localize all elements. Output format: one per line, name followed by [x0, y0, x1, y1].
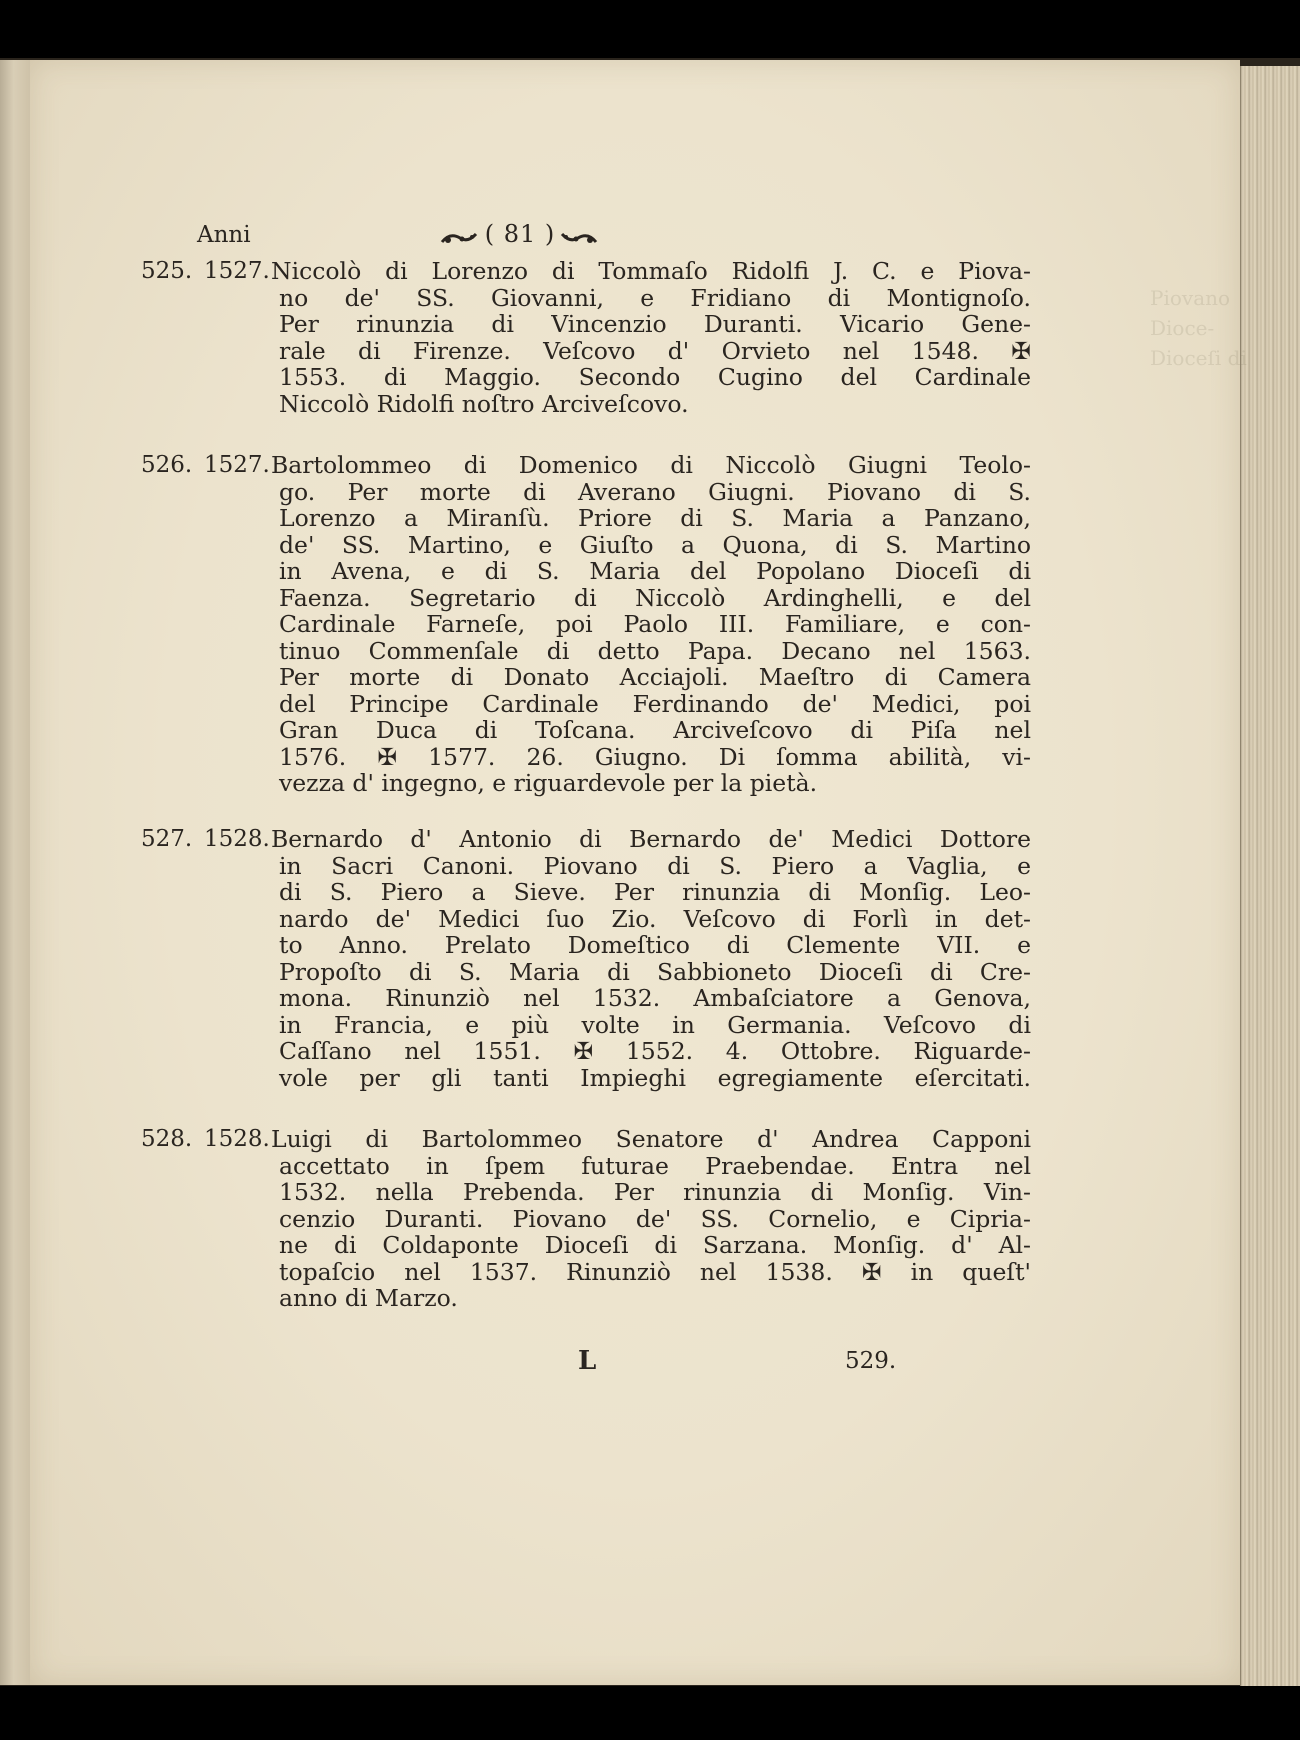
- text-line: di S. Piero a Sieve. Per rinunzia di Monſig. Leo-: [279, 878, 1031, 906]
- text-line: de' SS. Martino, e Giuſto a Quona, di S. Martino: [279, 530, 1031, 559]
- text-line: topaſcio nel 1537. Rinunziò nel 1538. ✠ in queſt': [279, 1257, 1031, 1286]
- entry-text: [271, 257, 1031, 418]
- signature-mark: L: [578, 1346, 597, 1376]
- text-line: Bartolommeo di Domenico di Niccolò Giugni Teolo-: [271, 451, 1031, 479]
- entry-text: [271, 825, 1031, 1092]
- text-line: accettato in ſpem futurae Praebendae. Entra nel: [279, 1151, 1031, 1180]
- text-line: Caſſano nel 1551. ✠ 1552. 4. Ottobre. Riguarde-: [279, 1037, 1031, 1065]
- text-line: ne di Coldaponte Dioceſi di Sarzana. Monſig. d' Al-: [279, 1231, 1031, 1259]
- page-header: [440, 220, 600, 256]
- text-line: vole per gli tanti Impieghi egregiamente eſercitati.: [279, 1063, 1031, 1092]
- text-line: mona. Rinunziò nel 1532. Ambaſciatore a Genova,: [279, 984, 1031, 1012]
- show-through-text: Dioceſi di: [1150, 346, 1247, 370]
- page-number: ( 81 ): [484, 220, 556, 248]
- text-line: 1532. nella Prebenda. Per rinunzia di Monſig. Vin-: [279, 1178, 1031, 1206]
- text-line: Per rinunzia di Vincenzio Duranti. Vicario Gene-: [279, 310, 1031, 338]
- text-line: Bernardo d' Antonio di Bernardo de' Medici Dottore: [271, 825, 1031, 853]
- text-line: Gran Duca di Toſcana. Arciveſcovo di Piſa nel: [279, 716, 1031, 744]
- text-line: to Anno. Prelato Domeſtico di Clemente VII. e: [279, 931, 1031, 959]
- text-line: Lorenzo a Miranſù. Priore di S. Maria a Panzano,: [279, 504, 1031, 532]
- ornament-left-icon: [440, 228, 480, 248]
- text-line: del Principe Cardinale Ferdinando de' Medici, poi: [279, 689, 1031, 718]
- entry-label: [141, 452, 270, 478]
- text-line: Propoſto di S. Maria di Sabbioneto Dioceſi di Cre-: [279, 957, 1031, 986]
- entry-year: 1527.: [204, 258, 270, 284]
- entry-year: 1528.: [204, 1126, 270, 1152]
- entry-number: 525.: [141, 258, 193, 284]
- catchword: 529.: [845, 1348, 897, 1374]
- text-line: in Francia, e più volte in Germania. Veſcovo di: [279, 1010, 1031, 1039]
- text-line: in Sacri Canoni. Piovano di S. Piero a Vaglia, e: [279, 851, 1031, 880]
- entry-year: 1527.: [204, 452, 270, 478]
- text-line: 1553. di Maggio. Secondo Cugino del Cardinale: [279, 363, 1031, 391]
- entry-year: 1528.: [204, 826, 270, 852]
- text-line: nardo de' Medici ſuo Zio. Veſcovo di Forlì in det-: [279, 904, 1031, 933]
- entry-text: [271, 451, 1031, 797]
- background-strip: [0, 1686, 1300, 1740]
- text-line: cenzio Duranti. Piovano de' SS. Cornelio, e Cipria-: [279, 1204, 1031, 1233]
- entry-number: 527.: [141, 826, 193, 852]
- text-line: rale di Firenze. Veſcovo d' Orvieto nel 1548. ✠: [279, 336, 1031, 365]
- running-head: Anni: [197, 222, 251, 248]
- text-line: Luigi di Bartolommeo Senatore d' Andrea Capponi: [271, 1125, 1031, 1153]
- show-through-text: Piovano: [1150, 286, 1231, 310]
- text-line: Cardinale Farneſe, poi Paolo III. Familiare, e con-: [279, 610, 1031, 638]
- text-line: Niccolò di Lorenzo di Tommaſo Ridolfi J. C. e Piova-: [271, 257, 1031, 285]
- text-line: tinuo Commenſale di detto Papa. Decano nel 1563.: [279, 636, 1031, 665]
- text-line: no de' SS. Giovanni, e Fridiano di Montignoſo.: [279, 283, 1031, 312]
- show-through-text: Dioce-: [1150, 316, 1215, 340]
- text-line: in Avena, e di S. Maria del Popolano Dioceſi di: [279, 557, 1031, 585]
- entry-label: [141, 258, 270, 284]
- text-line: go. Per morte di Averano Giugni. Piovano di S.: [279, 477, 1031, 506]
- text-line: Faenza. Segretario di Niccolò Ardinghelli, e del: [279, 583, 1031, 612]
- entry-number: 528.: [141, 1126, 193, 1152]
- page-block-edge: [1240, 66, 1300, 1686]
- entry-number: 526.: [141, 452, 193, 478]
- entry-label: [141, 1126, 270, 1152]
- text-line: anno di Marzo.: [279, 1284, 458, 1312]
- entry-label: [141, 826, 270, 852]
- text-line: Niccolò Ridolfi noſtro Arciveſcovo.: [279, 389, 689, 418]
- entry-text: [271, 1125, 1031, 1312]
- text-line: vezza d' ingegno, e riguardevole per la pietà.: [279, 769, 818, 797]
- ornament-right-icon: [558, 228, 598, 248]
- text-line: Per morte di Donato Acciajoli. Maeſtro di Camera: [279, 663, 1031, 691]
- text-line: 1576. ✠ 1577. 26. Giugno. Di ſomma abilità, vi-: [279, 742, 1031, 771]
